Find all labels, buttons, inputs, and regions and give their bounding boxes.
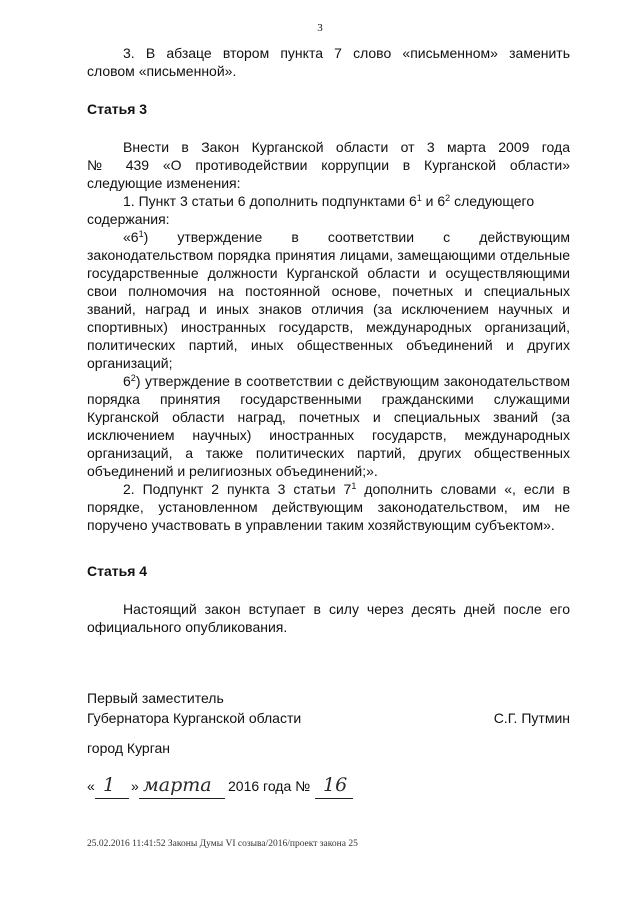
document-body bbox=[87, 44, 570, 636]
paragraph: словом «письменной». bbox=[87, 63, 237, 79]
handwritten-month: марта bbox=[143, 774, 212, 796]
handwritten-number: 16 bbox=[323, 774, 348, 796]
paragraph: Внести в Закон Курганской области от 3 марта 2009 года bbox=[123, 139, 570, 155]
paragraph: Настоящий закон вступает в силу через десять дней после его bbox=[123, 601, 570, 617]
paragraph: 2. Подпункт 2 пункта 3 статьи $7^1$ дополнить словами «, если в порядке, установленном действующим законодательством, им не поручено участвовать в управлении таким хозяйствующим субъектом». bbox=[87, 481, 571, 533]
handwritten-day: 1 bbox=[103, 774, 116, 796]
paragraph: № 439 «О противодействии коррупции в Курганской области» bbox=[87, 157, 570, 173]
city: город Курган bbox=[87, 740, 171, 756]
paragraph: следующие изменения: bbox=[87, 175, 241, 191]
paragraph: 1. Пункт 3 статьи 6 дополнить подпунктами $6^1$ и $6^2$ следующего bbox=[123, 193, 535, 209]
signatory-name: С.Г. Путмин bbox=[493, 710, 570, 726]
paragraph: «$6^1$) утверждение в соответствии с действующим законодательством порядка принятия лицами, замещающими отдельные государственные должности Курганской области и осуществляющими свои полномочия на постоянной основе, почетных и специальных званий, наград и иных знаков отличия (за исключением научных и спортивных) иностранных государств, международных организаций, политических партий, иных общественных объединений и других организаций; bbox=[87, 229, 570, 371]
date-close-quote: » bbox=[131, 778, 139, 794]
date-year-text: 2016 года № bbox=[228, 778, 311, 794]
date-open-quote: « bbox=[87, 778, 95, 794]
signatory-title-line2: Губернатора Курганской области bbox=[87, 710, 302, 726]
signatory-title-line1: Первый заместитель bbox=[87, 690, 224, 706]
paragraph: 3. В абзаце втором пункта 7 слово «письменном» заменить bbox=[123, 45, 570, 61]
paragraph: содержания: bbox=[87, 211, 170, 227]
footer-stamp: 25.02.2016 11:41:52 Законы Думы VI созыва/2016/проект закона 25 bbox=[87, 839, 358, 849]
paragraph: официального опубликования. bbox=[87, 619, 288, 635]
article-3-heading: Статья 3 bbox=[87, 101, 148, 117]
article-4-heading: Статья 4 bbox=[87, 563, 148, 579]
page-number: 3 bbox=[317, 22, 323, 34]
paragraph: $6^2$) утверждение в соответствии с действующим законодательством порядка принятия государственными гражданскими служащими Курганской области наград, почетных и специальных званий (за исключением научных) иностранных государств, международных организаций, а также политических партий, других общественных объединений и религиозных объединений;». bbox=[87, 373, 570, 479]
signature-block bbox=[87, 688, 570, 728]
